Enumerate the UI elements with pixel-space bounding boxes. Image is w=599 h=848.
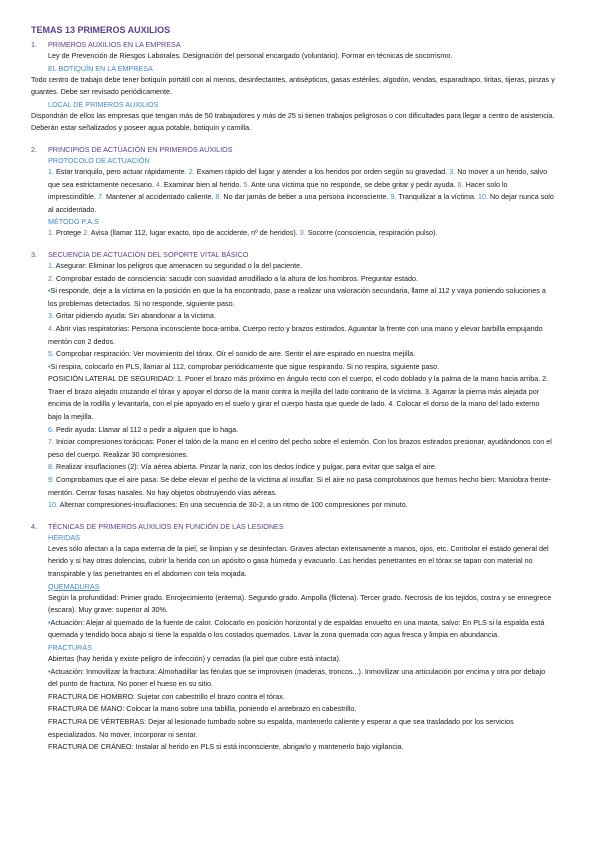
list-item — [31, 323, 555, 348]
item-number: 10. — [48, 500, 58, 510]
subheading-heridas: HERIDAS — [48, 532, 80, 542]
step-number: 3. — [449, 166, 456, 176]
list-item — [31, 436, 555, 461]
item-number: 5. — [48, 349, 54, 359]
item-text: Comprobamos que el aire pasa: Se debe elevar el pecho de la víctima al insuflar. Si el aire no pasa comprobamos que hemos hecho bien: Maniobra frente-mentón. Cerrar fosas nasales. No hay objetos obstruyendo vías aéreas. — [48, 475, 552, 497]
item-text: Abrir vías respiratorias: Persona inconsciente boca-arriba. Cuerpo recto y brazos estirados. Aguantar la frente con una mano y elevar barbilla empujando mentón con 2 dedos. — [48, 323, 543, 346]
step-text: No dejar nunca solo al accidentado. — [48, 192, 554, 214]
step-text: Mantener al accidentado caliente. — [105, 192, 214, 202]
step-number: 3. — [299, 228, 306, 238]
item-text: Si respira, colocarlo en PLS, llamar al 112, comprobar periódicamente que sigue respirando. Si no respira, siguiente paso. — [50, 361, 440, 371]
subheading-botiquin: EL BOTIQUÍN EN LA EMPRESA — [48, 63, 153, 73]
item-number: 4. — [48, 323, 54, 333]
step-number: 10. — [477, 192, 488, 202]
paragraph-fractura-mano: FRACTURA DE MANO: Colocar la mano sobre una tablilla, poniendo el antebrazo en cabestrillo. — [48, 704, 357, 714]
step-number: 1. — [48, 166, 54, 176]
step-number: 9. — [390, 192, 397, 202]
section-heading — [31, 249, 555, 260]
section-heading-text: TÉCNICAS DE PRIMEROS AUXILIOS EN FUNCIÓN DE LAS LESIONES — [48, 521, 284, 531]
subheading-local: LOCAL DE PRIMEROS AUXILIOS — [48, 99, 159, 109]
list-item — [31, 310, 555, 323]
paragraph-quemaduras-actuacion — [31, 617, 555, 642]
paragraph-ley: Ley de Prevención de Riesgos Laborales. Designación del personal encargado (voluntario). Formar en técnicas de socorrismo. — [48, 51, 453, 60]
section-number: 1. — [31, 40, 37, 49]
item-text: Actuación: Alejar al quemado de la fuente de calor. Colocarlo en posición horizontal y de espaldas envuelto en una manta, salvo: En PLS si la espalda está quemada y tendido boca abajo si tiene la espalda o los costados quemados. Lavar la zona quemada con agua fresca y limpia en abundancia. — [48, 617, 545, 640]
item-text: Actuación: Inmovilizar la fractura: Almohadillar las férulas que se improvisen (maderas, troncos...). Inmovilizar una articulación por encima y otra por debajo del punto de fractura. No poner el hueso en su sitio. — [48, 666, 546, 689]
section-soporte-vital-basico — [31, 249, 555, 512]
step-text: Examinar bien al herido. — [163, 179, 242, 189]
section-number: 3. — [31, 249, 37, 259]
step-text: Examen rápido del lugar y atender a los heridos por orden según su gravedad. — [196, 166, 448, 176]
item-text: Si responde, deje a la víctima en la posición en que la ha encontrado, pase a realizar una valoración secundaria, llame al 112 y vaya poniendo soluciones a los problemas detectados. Si no responde, siguiente paso. — [48, 286, 546, 308]
step-number: 1. — [48, 228, 54, 238]
paragraph-fracturas-tipos: Abiertas (hay herida y existe peligro de infección) y cerradas (la piel que cubre está intacta). — [48, 653, 341, 663]
section-number: 4. — [31, 521, 37, 531]
paragraph-fractura-hombro: FRACTURA DE HOMBRO: Sujetar con cabestrillo el brazo contra el tórax. — [48, 691, 285, 701]
item-text: Comprobar estado de consciencia: sacudir con suavidad arrodillado a la altura de los hombros. Preguntar estado. — [56, 273, 418, 283]
item-number: 6. — [48, 424, 54, 434]
list-item — [31, 474, 555, 499]
step-number: 5. — [243, 179, 250, 189]
step-number: 4. — [155, 179, 162, 189]
list-item — [31, 285, 555, 310]
step-number: 8. — [215, 192, 222, 202]
section-tecnicas-lesiones — [31, 521, 555, 754]
bullet-icon: • — [48, 361, 51, 371]
section-heading — [31, 144, 555, 155]
item-number: 3. — [48, 311, 54, 321]
step-text: Hacer solo lo imprescindible. — [48, 179, 508, 202]
step-text: Ante una víctima que no responde, se debe gritar y pedir ayuda. — [251, 179, 456, 189]
step-text: Estar tranquilo, pero actuar rápidamente. — [56, 166, 187, 176]
paragraph-fractura-craneo: FRACTURA DE CRÁNEO: Instalar al herido en PLS si está inconsciente, abrigarlo y mantenerlo bajo vigilancia. — [48, 742, 404, 752]
pls-paragraph: POSICIÓN LATERAL DE SEGURIDAD: 1. Poner el brazo más próximo en ángulo recto con el cuerpo, el codo doblado y la palma de la mano hacia arriba. 2. Traer el brazo alejado cruzando el tórax y apoyar el dorso de la mano contra la mejilla del lado contrario de la víctima. 3. Agarrar la pierna más alejada por encima de la rodilla y levantarla, con el pie apoyado en el suelo y girar el cuerpo hasta que quede de lado. 4. Colocar el dorso de la mano del lado externo bajo la mejilla. — [48, 374, 549, 422]
item-number: 1. — [48, 260, 54, 270]
step-number: 2. — [83, 228, 90, 238]
subheading-quemaduras: QUEMADURAS — [48, 581, 100, 591]
list-item — [31, 424, 555, 437]
document-title: TEMAS 13 PRIMEROS AUXILIOS — [31, 25, 171, 35]
item-number: 9. — [48, 475, 54, 485]
paragraph-fractura-vertebras: FRACTURA DE VÉRTEBRAS: Dejar al lesionado tumbado sobre su espalda, mantenerlo caliente y esperar a que sea trasladado por los servicios especializados. No mover, incorporar ni sentar. — [48, 716, 514, 739]
bullet-icon: • — [48, 286, 51, 296]
item-text: Alternar compresiones-insuflaciones: En una secuencia de 30-2, a un ritmo de 100 compresiones por minuto. — [59, 500, 408, 510]
section-number: 2. — [31, 144, 37, 154]
bullet-icon: • — [48, 617, 51, 627]
item-text: Gritar pidiendo ayuda: Sin abandonar a la víctima. — [56, 311, 216, 321]
item-text: Pedir ayuda: Llamar al 112 o pedir a alguien que lo haga. — [56, 424, 239, 434]
section-heading-text: PRINCIPIOS DE ACTUACIÓN EN PRIMEROS AUXILIOS — [48, 144, 233, 154]
subheading-protocolo: PROTOCOLO DE ACTUACIÓN — [48, 155, 150, 165]
list-item — [31, 499, 555, 512]
item-number: 7. — [48, 437, 54, 447]
step-number: 2. — [188, 166, 195, 176]
list-item — [31, 273, 555, 286]
step-text: Protege — [56, 228, 82, 238]
item-number: 2. — [48, 273, 54, 283]
pas-steps — [31, 227, 555, 240]
section-heading — [31, 521, 555, 532]
paragraph-quemaduras-grados: Según la profundidad: Primer grado. Enrojecimiento (eritema). Segundo grado. Ampolla (flictena). Tercer grado. Necrosis de los tejidos, costra y se ennegrece (escara). Muy grave: superior al 30%. — [48, 592, 552, 615]
paragraph-heridas: Leves sólo afectan a la capa externa de la piel, se limpian y se desinfectan. Graves afectan extensamente a manos, ojos, etc. Controlar el estado general del herido y si hay otras dolencias, cubrir la herida con un apósito o gasa húmeda y evacuarlo. Las heridas penetrantes en el tórax se tapan con material no transpirable y las penetrantes en el abdomen con tela mojada. — [48, 543, 549, 578]
item-number: 8. — [48, 462, 54, 472]
list-item — [31, 260, 555, 273]
section-heading-text: PRIMEROS AUXILIOS EN LA EMPRESA — [48, 40, 181, 49]
section-principios-actuacion — [31, 144, 555, 240]
section-primeros-auxilios-empresa — [31, 39, 555, 135]
protocol-steps — [31, 166, 555, 216]
step-text: No mover a un herido, salvo que sea estrictamente necesario. — [48, 166, 548, 189]
list-item — [31, 461, 555, 474]
step-text: No dar jamás de beber a una persona inconsciente. — [223, 192, 389, 202]
item-text: Asegurar: Eliminar los peligros que amenacen su seguridad o la del paciente. — [55, 260, 303, 270]
step-text: Avisa (llamar 112, lugar exacto, tipo de accidente, nº de heridos). — [90, 228, 298, 238]
step-text: Socorre (consciencia, respiración pulso). — [307, 228, 438, 238]
item-text: Realizar insuflaciones (2): Vía aérea abierta. Pinzar la nariz, con los dedos índice y pulgar, para evitar que salga el aire. — [56, 462, 437, 472]
paragraph-local: Dispondrán de ellos las empresas que tengan más de 50 trabajadores y más de 25 si tienen trabajos peligrosos o con dificultades para llegar a centro de asistencia. Deberán estar señalizados y poseer agua potable, botiquín y camilla. — [31, 110, 555, 133]
list-item — [31, 361, 555, 374]
list-item — [31, 348, 555, 361]
step-number: 7. — [97, 192, 104, 202]
section-heading-text: SECUENCIA DE ACTUACIÓN DEL SOPORTE VITAL BÁSICO — [48, 249, 249, 259]
item-text: Iniciar compresiones torácicas: Poner el talón de la mano en el centro del pecho sobre el esternón. Con los brazos estirados presionar, ayudándonos con el peso del cuerpo. Realizar 30 compresiones. — [48, 437, 552, 459]
item-text: Comprobar respiración: Ver movimiento del tórax. Oír el sonido de aire. Sentir el aire espirado en nuestra mejilla. — [56, 349, 416, 359]
subheading-metodo-pas: MÉTODO P.A.S — [48, 217, 99, 227]
step-text: Tranquilizar a la víctima. — [398, 192, 476, 202]
section-heading — [31, 39, 555, 50]
step-number: 6. — [457, 179, 464, 189]
subheading-fracturas: FRACTURAS — [48, 642, 92, 652]
paragraph-botiquin: Todo centro de trabajo debe tener botiquín portátil con al menos, desinfectantes, antisépticos, gasas estériles, algodón, vendas, esparadrapo, tiritas, tijeras, pinzas y guantes. Debe ser revisado periódicamente. — [31, 74, 555, 97]
paragraph-fracturas-actuacion — [31, 666, 555, 691]
bullet-icon: • — [48, 666, 51, 676]
